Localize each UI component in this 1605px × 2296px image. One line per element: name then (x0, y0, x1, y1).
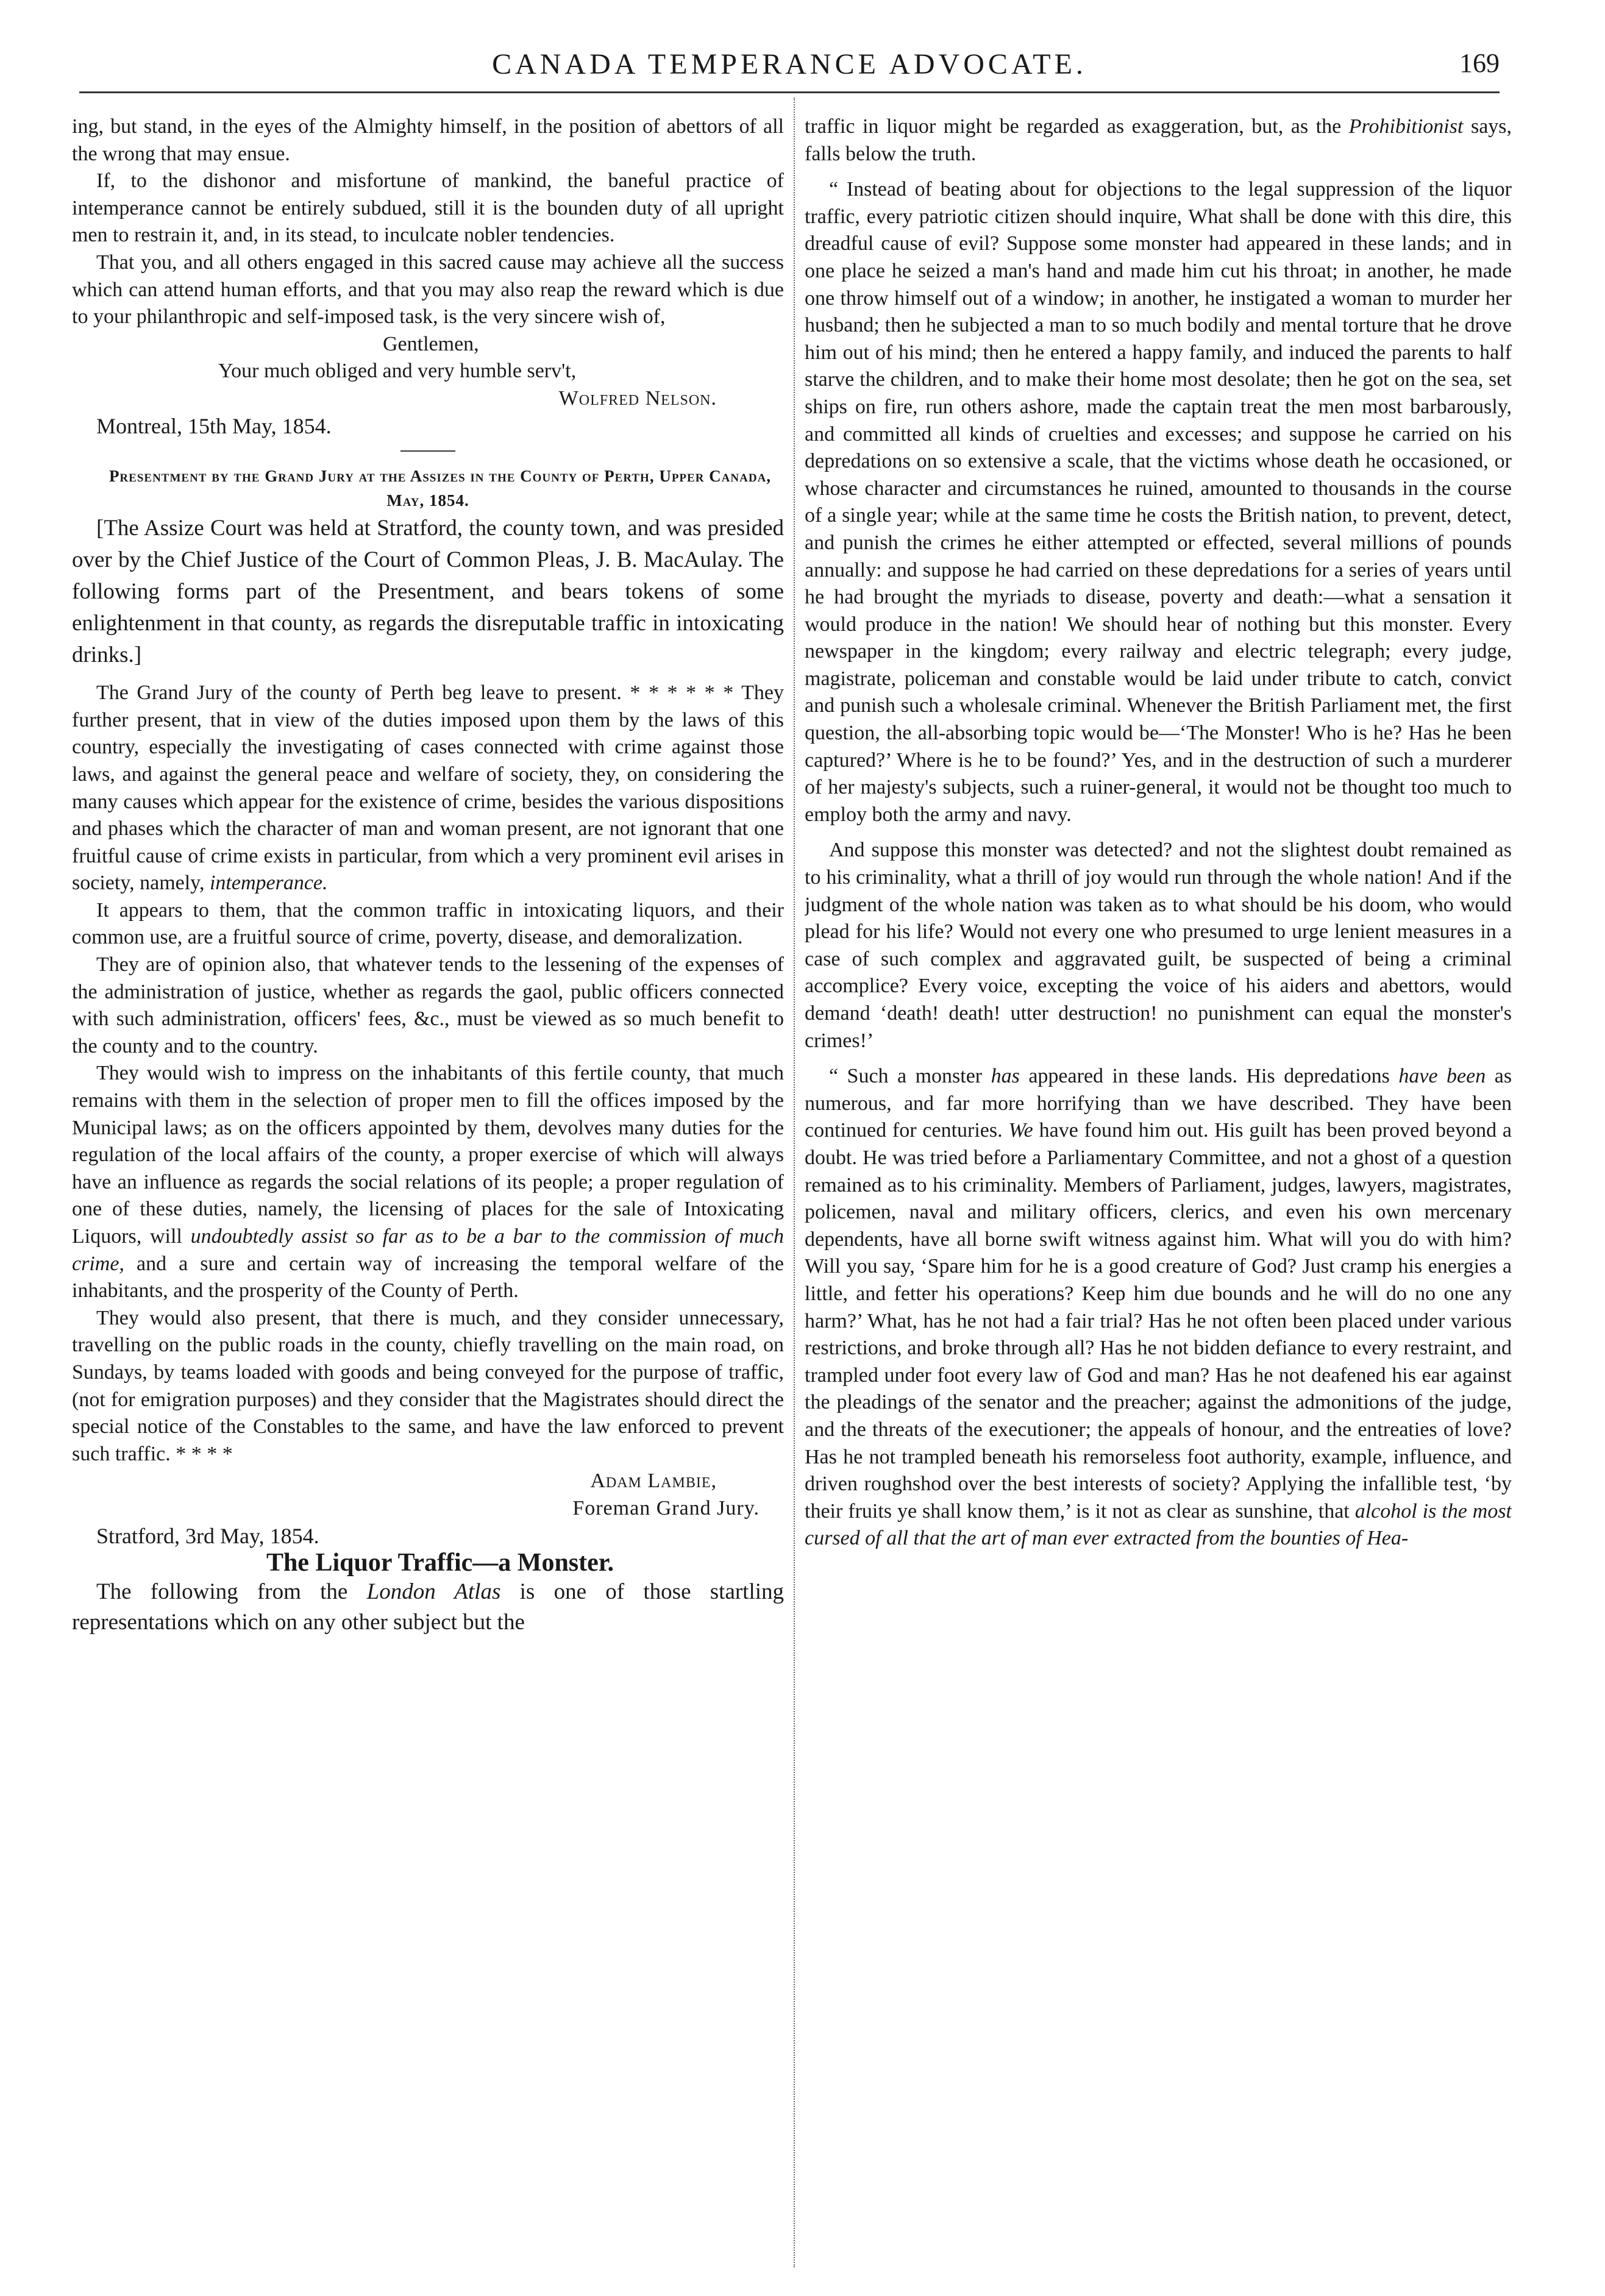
jury-dateline: Stratford, 3rd May, 1854. (96, 1523, 319, 1548)
paragraph-text: The Grand Jury of the county of Perth beg leave to present. * * * * * * They further present, that in view of the duties imposed upon them by the laws of this country, especially the investigating of cases connected with crime against those laws, and against the general peace and welfare of society, they, on considering the many causes which appear for the existence of crime, besides the various dispositions and phases which the character of man and woman present, are not ignorant that one fruitful cause of crime exists in particular, from which a very prominent evil arises in society, namely, (72, 681, 784, 895)
left-column (72, 113, 784, 2271)
emphasis-text: We (1008, 1119, 1033, 1142)
paragraph: They would also present, that there is much, and they consider unnecessary, travelling on the public roads in the county, chiefly travelling on the main road, on Sundays, by teams loaded with goods and being conveyed for the purpose of traffic, (not for emigration purposes) and they consider that the Magistrates should direct the special notice of the Constables to the same, and have the law enforced to prevent such traffic. * * * * (72, 1306, 784, 1465)
paragraph-text: and a sure and certain way of increasing the temporal welfare of the inhabitants, and the prosperity of the County of Perth. (72, 1252, 784, 1303)
presentment-intro: [The Assize Court was held at Stratford, the county town, and was presided over by the Chief Justice of the Court of Common Pleas, J. B. MacAulay. The following forms part of the Presentment, and bears tokens of some enlightenment in that county, as regards the disreputable traffic in intoxicating drinks.] (72, 516, 784, 668)
paragraph-text: They would wish to impress on the inhabitants of this fertile county, that much remains with them in the selection of proper men to fill the offices imposed by the Municipal laws; as on the officers appointed by them, devolves many duties for the regulation of the local affairs of the county, a proper exercise of which will always have an influence as regards the social relations of its people; a proper regulation of one of these duties, namely, the licensing of places for the sale of Intoxicating Liquors, will (72, 1062, 784, 1248)
section-rule (400, 450, 455, 452)
letter-signature: Wolfred Nelson. (558, 386, 717, 410)
foreman-name: Adam Lambie, (590, 1470, 717, 1493)
paragraph-text: as numerous, and far more horrifying than we have described. They have been continued for centuries. (805, 1065, 1512, 1142)
paragraph-text: have found him out. His guilt has been proved beyond a doubt. He was tried before a Parliamentary Committee, and not a ghost of a question remained as to his criminality. Members of Parliament, judges, lawyers, magistrates, policemen, naval and military officers, clerics, and even his own mercenary dependents, have all borne swift witness against him. What will you do with him? Will you say, ‘Spare him for he is a good creature of God? Just cramp his energies a little, and fetter his operations? Keep him due bounds and he will do no one any harm?’ What, has he not had a fair trial? Has he not often been placed under various restrictions, and broke through all? Has he not bidden defiance to every restraint, and trampled under foot every law of God and man? Has he not deafened his ear against the pleadings of the senator and the preacher; against the admonitions of the judge, and the threats of the executioner; the appeals of honour, and the entreaties of love? Has he not trampled beneath his remorseless foot authority, example, influence, and driven roughshod over the best interests of society? Applying the infallible test, ‘by their fruits ye shall know them,’ is it not as clear as sunshine, that (805, 1119, 1512, 1523)
paragraph: ing, but stand, in the eyes of the Almighty himself, in the position of abettors of all the wrong that may ensue. (72, 115, 784, 165)
article-title: The Liquor Traffic—a Monster. (266, 1549, 614, 1577)
emphasis-text: have been (1398, 1065, 1486, 1088)
paragraph: And suppose this monster was detected? and not the slightest doubt remained as to his criminality, what a thrill of joy would run through the whole nation! And if the judgment of the whole nation was taken as to what should be his doom, who would plead for his life? Would not every one who presumed to urge lenient measures in a case of such complex and aggravated guilt, be suspected of being a criminal accomplice? Every voice, excepting the voice of his aiders and abettors, would demand ‘death! death! utter destruction! no punishment can equal the monster's crimes!’ (805, 839, 1512, 1052)
page-number: 169 (1459, 48, 1500, 78)
page-header (79, 48, 1500, 87)
emphasis-text: Prohibitionist (1348, 115, 1464, 138)
paragraph: It appears to them, that the common traffic in intoxicating liquors, and their common use, are a fruitful source of crime, poverty, disease, and demoralization. (72, 898, 784, 949)
emphasis-text: intemperance. (209, 872, 328, 895)
paragraph (72, 680, 784, 897)
paragraph (72, 1577, 784, 1638)
paragraph (72, 1060, 784, 1304)
emphasis-text: London Atlas (366, 1579, 501, 1604)
letter-dateline: Montreal, 15th May, 1854. (96, 413, 332, 438)
paragraph-text: says, falls below the truth. (805, 115, 1512, 165)
paragraph-text: is one of those startling representations which on any other subject but the (72, 1579, 784, 1635)
paragraph: “ Instead of beating about for objections to the legal suppression of the liquor traffic, every patriotic citizen should inquire, What shall be done with this dire, this dreadful cause of evil? Suppose some monster had appeared in these lands; and in one place he seized a man's hand and made him cut his throat; in another, he made one throw himself out of a window; in another, he instigated a woman to murder her husband; then he subjected a man to so much bodily and mental torture that he drove him out of his mind; then he entered a happy family, and induced the parents to half starve the children, and to make their home most desolate; then he got on the sea, set ships on fire, run others ashore, made the captain treat the men most barbarously, and committed all kinds of cruelties and excesses; and suppose he carried on his depredations on so extensive a scale, that the victims whose death he occasioned, or whose character and circumstances he ruined, amounted to thousands in the course of a single year; while at the same time he costs the British nation, to prevent, detect, and punish the crimes he either attempted or effected, several millions of pounds annually: and suppose he had carried on these depredations for a series of years until he had brought the myriads to disease, poverty and death:—what a sensation it would produce in the nation! We should hear of nothing but this monster. Every newspaper in the kingdom; every railway and electric telegraph; every judge, magistrate, policeman and constable would be laid under tribute to catch, convict and punish such a wholesale criminal. Whenever the British Parliament met, the first question, the all-absorbing topic would be—‘The Monster! Who is he? Has he been captured?’ Where is he to be found?’ Yes, and in the destruction of such a murderer of her majesty's subjects, such a ruiner-general, it would not be thought too much to employ both the army and navy. (805, 178, 1512, 826)
paragraph: If, to the dishonor and misfortune of mankind, the baneful practice of intemperance cannot be entirely subdued, still it is the bounden duty of all upright men to restrain it, and, in its stead, to inculcate nobler tendencies. (72, 169, 784, 247)
letter-closing: Your much obliged and very humble serv't, (218, 360, 577, 383)
header-rule (79, 91, 1500, 93)
foreman-title: Foreman Grand Jury. (572, 1496, 760, 1519)
column-divider (794, 98, 795, 2267)
paragraph-text: “ Such a monster (829, 1065, 983, 1088)
paragraph: That you, and all others engaged in this sacred cause may achieve all the success which can attend human efforts, and that you may also reap the reward which is due to your philanthropic and self-imposed task, is the very sincere wish of, (72, 251, 784, 329)
paragraph-text: traffic in liquor might be regarded as exaggeration, but, as the (805, 115, 1342, 138)
letter-salutation: Gentlemen, (383, 332, 479, 355)
right-column (805, 113, 1512, 2271)
paragraph-text: The following from the (96, 1579, 348, 1604)
emphasis-text: alcohol is the most cursed of all that the art of man ever extracted from the bounties of Hea- (805, 1499, 1512, 1550)
paragraph-text: appeared in these lands. His depredations (1028, 1065, 1390, 1088)
emphasis-text: has (991, 1065, 1020, 1088)
emphasis-text: undoubtedly assist so far as to be a bar to the commission of much crime, (72, 1225, 784, 1275)
paragraph: They are of opinion also, that whatever tends to the lessening of the expenses of the administration of justice, whether as regards the gaol, public officers connected with such administration, officers' fees, &c., must be viewed as so much benefit to the county and to the country. (72, 953, 784, 1057)
presentment-heading: Presentment by the Grand Jury at the Assizes in the County of Perth, Upper Canada, May, 1854. (109, 467, 772, 510)
paragraph (805, 1063, 1512, 1552)
masthead-title: CANADA TEMPERANCE ADVOCATE. (492, 48, 1087, 80)
paragraph (805, 113, 1512, 168)
